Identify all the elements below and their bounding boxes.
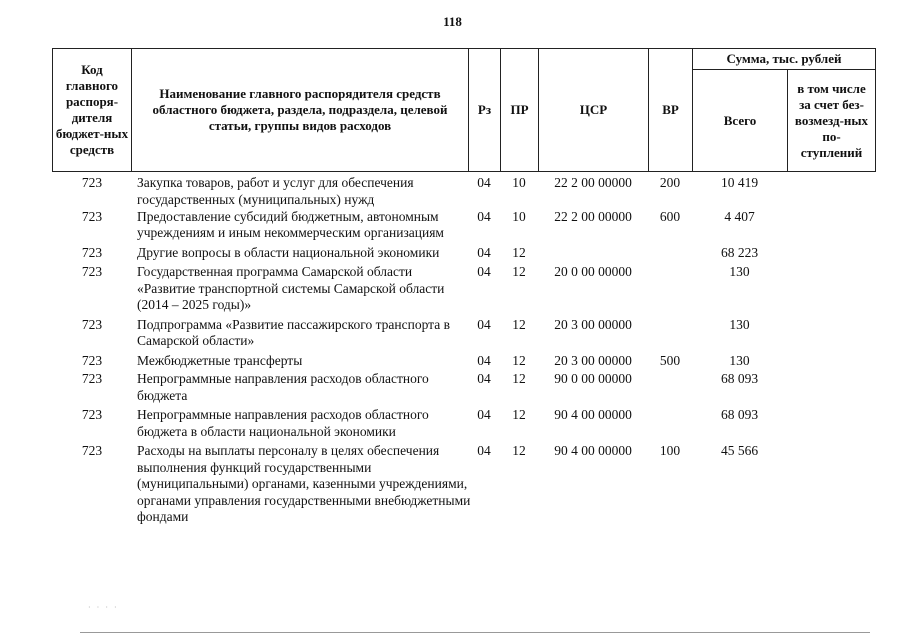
table-row: [52, 407, 876, 440]
row-code: 723: [81, 443, 103, 458]
header-vr: ВР: [648, 48, 693, 172]
row-code: 723: [81, 244, 103, 260]
table-row: [52, 317, 876, 350]
row-vr: 500: [659, 352, 681, 368]
row-name: Непрограммные направления расходов областного бюджета: [137, 371, 429, 403]
row-csr: 20 3 00 00000: [554, 352, 632, 368]
header-name: Наименование главного распорядителя средств областного бюджета, раздела, подраздела, целевой статьи, группы видов расходов: [131, 48, 469, 172]
row-total: 4 407: [724, 208, 755, 224]
row-code: 723: [81, 371, 103, 386]
row-total: 68 093: [720, 407, 759, 422]
row-pr: 12: [512, 371, 526, 386]
row-name: Другие вопросы в области национальной экономики: [137, 244, 440, 260]
header-csr: ЦСР: [538, 48, 649, 172]
row-code: 723: [81, 264, 103, 279]
page-number: 118: [443, 14, 462, 29]
row-rz: 04: [477, 407, 491, 422]
table-row: [52, 371, 876, 404]
header-total: Всего: [692, 69, 788, 172]
header-code: Код главного распоря-дителя бюджет-ных средств: [52, 48, 132, 172]
row-code: 723: [81, 175, 103, 190]
page-bottom-rule: [80, 632, 870, 633]
row-name: Межбюджетные трансферты: [137, 352, 303, 368]
row-code: 723: [81, 316, 103, 332]
row-pr: 12: [512, 244, 526, 260]
table-row: [52, 209, 876, 242]
row-name: Государственная программа Самарской области «Развитие транспортной системы Самарской области (2014 – 2025 годы)»: [137, 264, 445, 312]
row-csr: 22 2 00 00000: [554, 175, 632, 190]
table-row: [52, 264, 876, 314]
row-csr: 20 3 00 00000: [554, 316, 632, 332]
row-csr: 90 4 00 00000: [554, 443, 632, 458]
row-rz: 04: [477, 175, 491, 190]
row-csr: 20 0 00 00000: [554, 264, 632, 279]
scan-artifact: · · · ·: [88, 603, 119, 612]
header-pr: ПР: [500, 48, 539, 172]
row-vr: 600: [659, 208, 681, 224]
row-code: 723: [81, 407, 103, 422]
row-total: 10 419: [720, 175, 759, 190]
row-pr: 12: [512, 443, 526, 458]
row-rz: 04: [477, 352, 491, 368]
row-vr: 100: [659, 443, 681, 458]
row-name: Предоставление субсидий бюджетным, автономным учреждениям и иным некоммерческим организациям: [137, 208, 444, 240]
table-row: [52, 353, 876, 370]
row-total: 130: [729, 352, 750, 368]
row-total: 68 093: [720, 371, 759, 386]
row-pr: 12: [512, 264, 526, 279]
row-total: 45 566: [720, 443, 759, 458]
header-rz: Рз: [468, 48, 501, 172]
row-total: 68 223: [720, 244, 759, 260]
row-csr: 90 4 00 00000: [554, 407, 632, 422]
row-name: Закупка товаров, работ и услуг для обеспечения государственных (муниципальных) нужд: [137, 175, 414, 207]
row-rz: 04: [477, 264, 491, 279]
row-vr: 200: [659, 175, 681, 190]
header-free-receipts: в том числе за счет без-возмезд-ных по-ступлений: [787, 69, 876, 172]
row-pr: 12: [512, 407, 526, 422]
row-name: Непрограммные направления расходов областного бюджета в области национальной экономики: [137, 407, 429, 439]
table-row: [52, 443, 876, 526]
row-rz: 04: [477, 316, 491, 332]
row-pr: 12: [512, 352, 526, 368]
row-csr: 90 0 00 00000: [554, 371, 632, 386]
row-code: 723: [81, 352, 103, 368]
row-csr: 22 2 00 00000: [554, 208, 632, 224]
table-row: [52, 175, 876, 208]
row-rz: 04: [477, 371, 491, 386]
row-rz: 04: [477, 208, 491, 224]
table-body: [52, 175, 876, 526]
row-rz: 04: [477, 443, 491, 458]
row-pr: 10: [512, 208, 526, 224]
row-pr: 12: [512, 316, 526, 332]
row-pr: 10: [512, 175, 526, 190]
header-sum-group: Сумма, тыс. рублей: [692, 48, 876, 70]
row-total: 130: [729, 316, 750, 332]
row-total: 130: [729, 264, 750, 279]
row-code: 723: [81, 208, 103, 224]
table-row: [52, 245, 876, 262]
row-name: Подпрограмма «Развитие пассажирского транспорта в Самарской области»: [137, 316, 450, 348]
table-header: [52, 48, 876, 172]
row-rz: 04: [477, 244, 491, 260]
row-name: Расходы на выплаты персоналу в целях обеспечения выполнения функций государственными (муниципальными) органами, казенными учреждениями, органами управления государственными внебюджетными фондами: [137, 443, 471, 524]
